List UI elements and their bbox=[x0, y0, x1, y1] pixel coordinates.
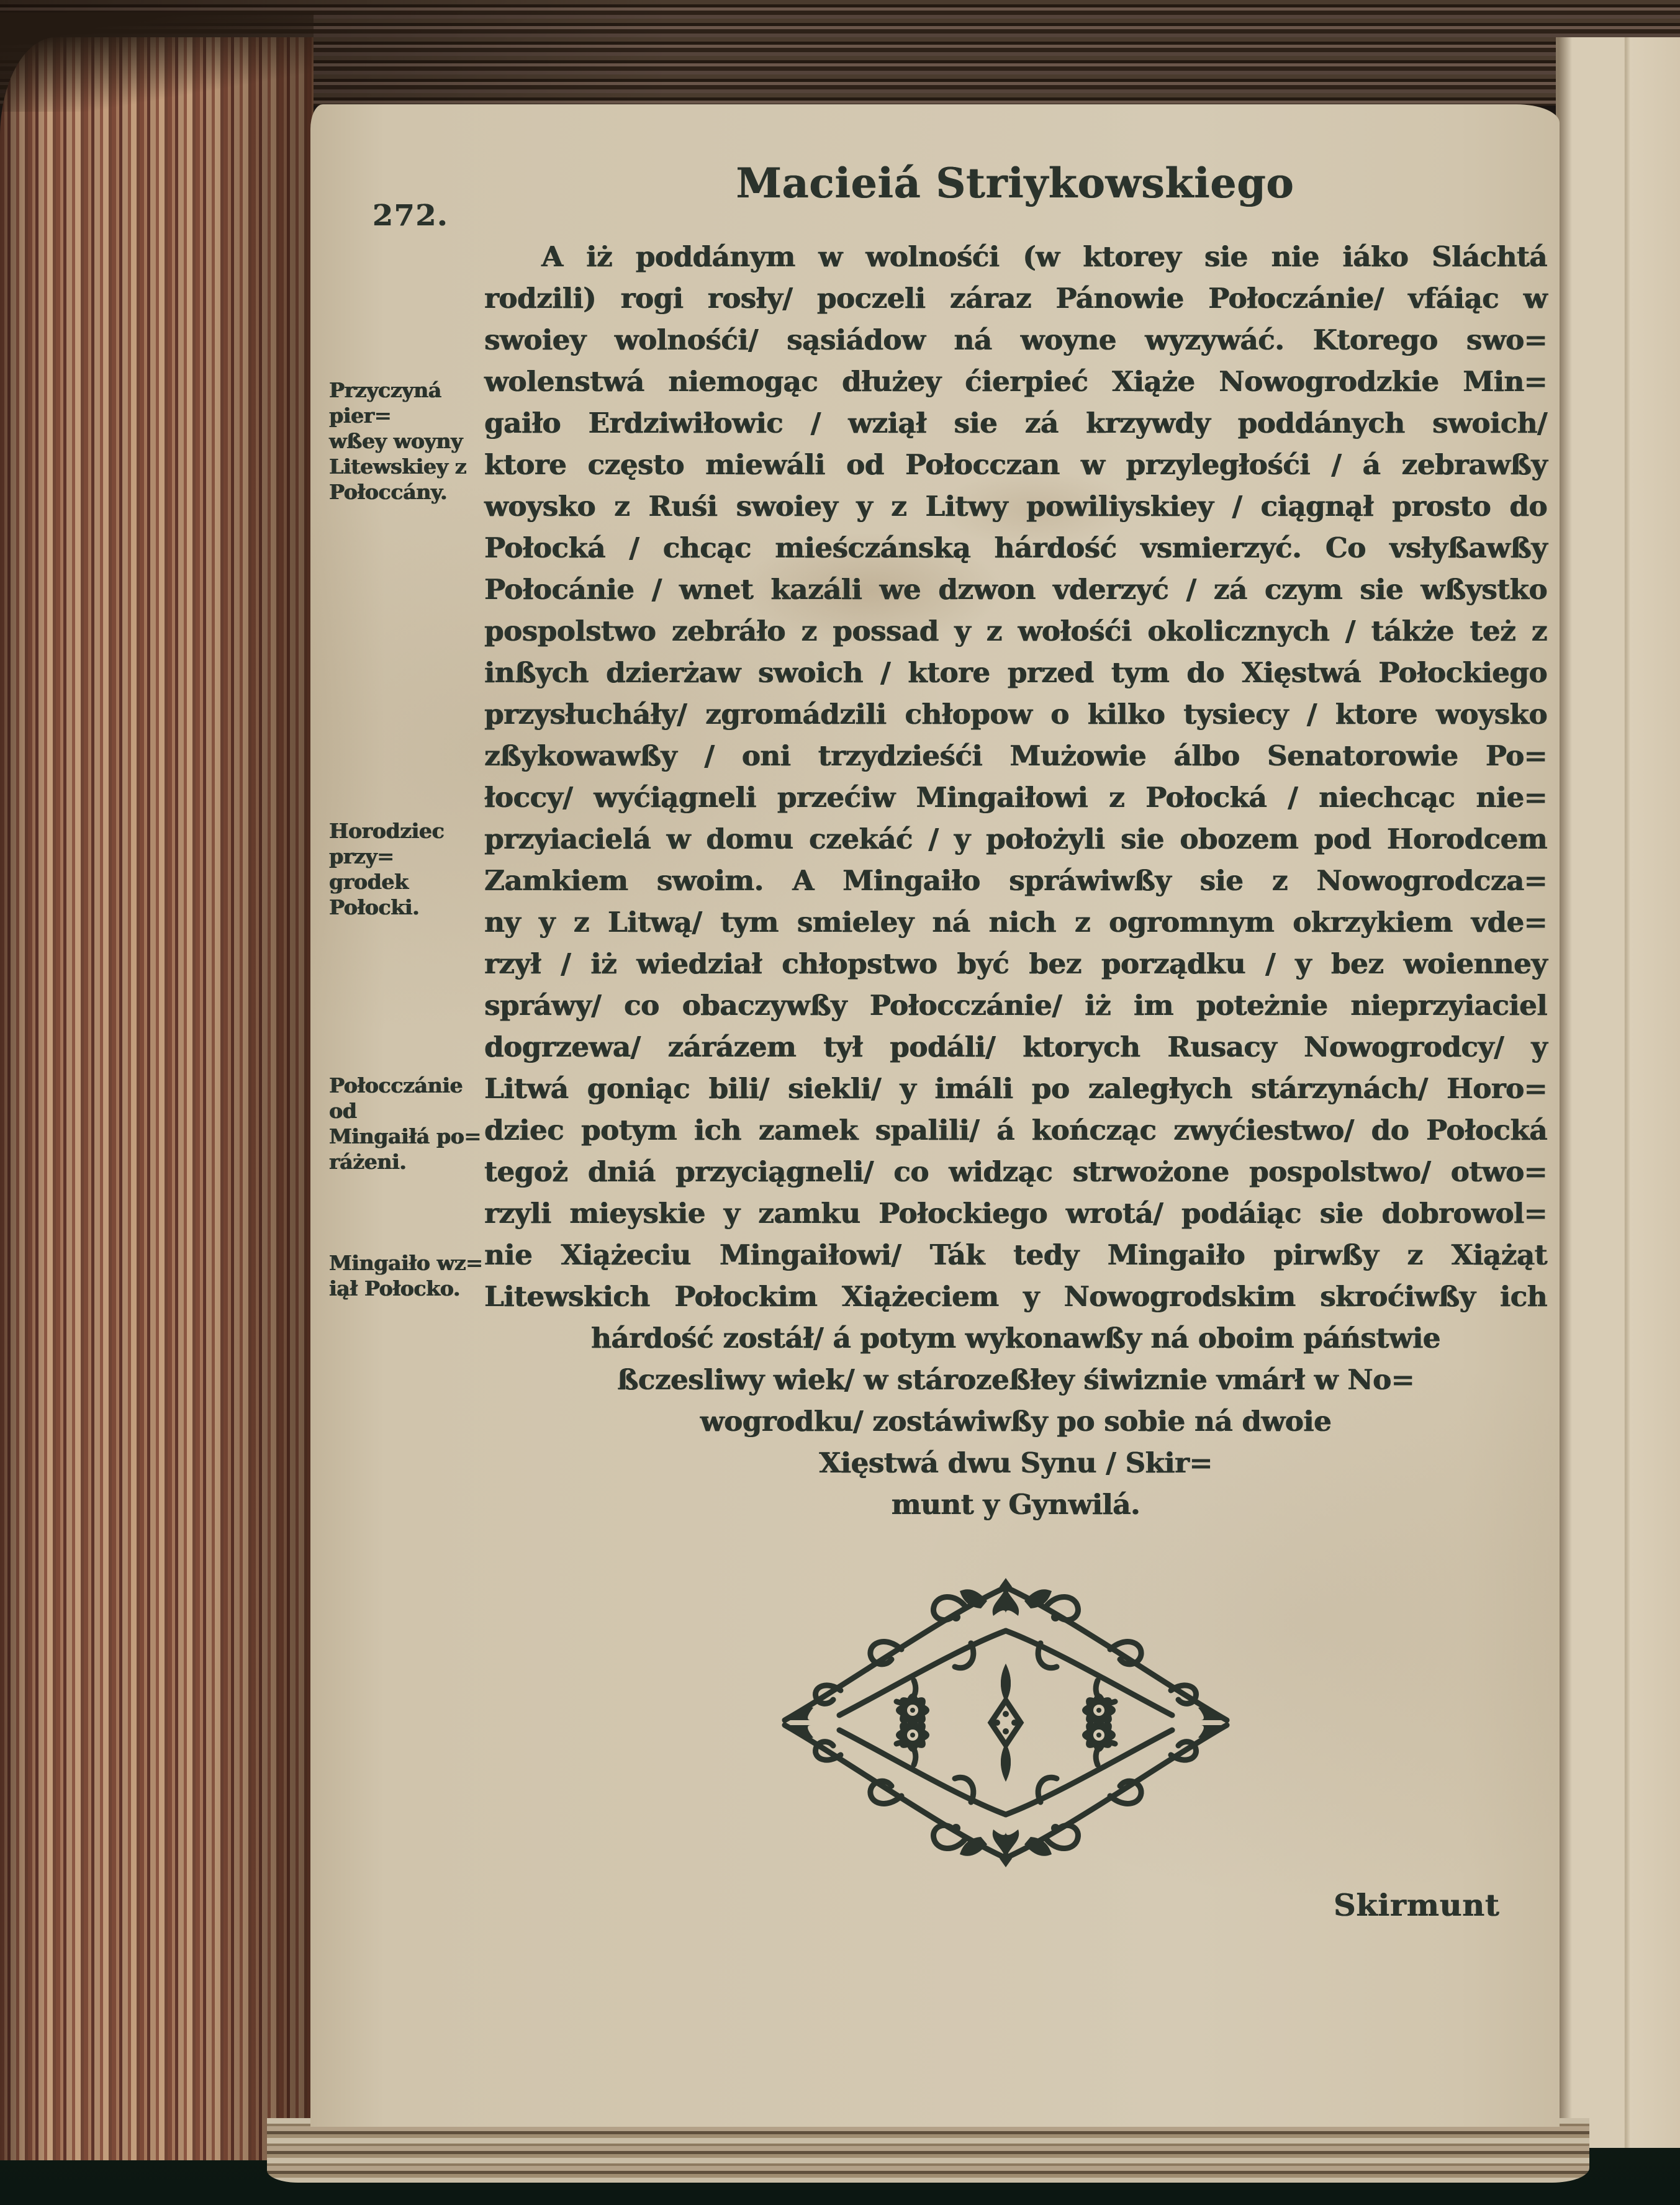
margin-note-line: Mingaiło wz= bbox=[329, 1251, 483, 1275]
body-line: Zamkiem swoim. A Mingaiło spráwiwßy sie z Nowogrodcza= bbox=[484, 864, 1547, 897]
printers-ornament-icon bbox=[770, 1577, 1242, 1869]
margin-note-line: Litewskiey z bbox=[329, 454, 467, 479]
body-line: Litwá goniąc bili/ siekli/ y imáli po zaległych stárzynách/ Horo= bbox=[484, 1072, 1547, 1105]
margin-note-line: Połocczánie od bbox=[329, 1073, 463, 1123]
body-line: swoiey wolnośći/ sąsiádow ná woyne wyzywáć. Ktorego swo= bbox=[484, 323, 1547, 356]
body-line: wolenstwá niemogąc dłużey ćierpieć Xiąże Nowogrodzkie Min= bbox=[484, 365, 1547, 398]
body-line: gaiło Erdziwiłowic / wziął sie zá krzywdy poddánych swoich/ bbox=[484, 407, 1547, 440]
page-number: 272. bbox=[373, 199, 449, 233]
body-line: Xięstwá dwu Synu / Skir= bbox=[819, 1446, 1213, 1479]
body-line: inßych dzierżaw swoich / ktore przed tym do Xięstwá Połockiego bbox=[484, 656, 1547, 689]
body-line: spráwy/ co obaczywßy Połocczánie/ iż im poteżnie nieprzyiaciel bbox=[484, 989, 1547, 1022]
margin-note-line: Horodziec przy= bbox=[329, 819, 445, 868]
book-bottom-edge bbox=[267, 2118, 1589, 2183]
body-line: dziec potym ich zamek spalili/ á kończąc zwyćiestwo/ do Połocká bbox=[484, 1114, 1547, 1147]
body-line: przyiacielá w domu czekáć / y położyli sie obozem pod Horodcem bbox=[484, 823, 1547, 855]
body-line: ny y z Litwą/ tym smieley ná nich z ogromnym okrzykiem vde= bbox=[484, 906, 1547, 939]
margin-note-line: grodek Połocki. bbox=[329, 870, 420, 919]
body-line: rodzili) rogi rosły/ poczeli záraz Pánowie Połoczánie/ vfáiąc w bbox=[484, 282, 1547, 315]
body-text bbox=[484, 236, 1547, 1525]
catchword: Skirmunt bbox=[1334, 1887, 1500, 1923]
margin-note-line: Mingaiłá po= bbox=[329, 1124, 481, 1148]
body-line: munt y Gynwilá. bbox=[891, 1488, 1140, 1521]
margin-note-line: ráżeni. bbox=[329, 1150, 407, 1174]
body-line: wogrodku/ zostáwiwßy po sobie ná dwoie bbox=[700, 1405, 1332, 1438]
margin-note-line: Połoccány. bbox=[329, 480, 448, 504]
margin-note-line: wßey woyny bbox=[329, 429, 463, 453]
body-line: A iż poddánym w wolnośći (w ktorey sie nie iáko Sláchtá bbox=[541, 240, 1547, 273]
running-title: Macieiá Striykowskiego bbox=[736, 159, 1294, 207]
body-line: Połocká / chcąc mieśczánską hárdość vsmierzyć. Co vsłyßawßy bbox=[484, 531, 1547, 564]
body-line: woysko z Ruśi swoiey y z Litwy powiliyskiey / ciągnął prosto do bbox=[484, 490, 1547, 523]
body-line: ktore często miewáli od Połocczan w przyległośći / á zebrawßy bbox=[484, 448, 1547, 481]
body-line: zßykowawßy / oni trzydzieśći Mużowie álbo Senatorowie Po= bbox=[484, 739, 1547, 772]
body-line: tegoż dniá przyciągneli/ co widząc strwożone pospolstwo/ otwo= bbox=[484, 1155, 1547, 1188]
book-fore-edge-pages bbox=[0, 37, 314, 2160]
body-line: przysłucháły/ zgromádzili chłopow o kilko tysiecy / ktore woysko bbox=[484, 698, 1547, 731]
adjacent-page-edge bbox=[1556, 37, 1680, 2148]
margin-note bbox=[329, 1073, 488, 1175]
margin-note bbox=[329, 1250, 488, 1301]
body-line: łoccy/ wyćiągneli przećiw Mingaiłowi z Połocká / niechcąc nie= bbox=[484, 781, 1547, 814]
body-line: pospolstwo zebráło z possad y z wołośći okolicznych / tákże też z bbox=[484, 615, 1547, 647]
body-line: dogrzewa/ zárázem tył podáli/ ktorych Rusacy Nowogrodcy/ y bbox=[484, 1030, 1547, 1063]
page bbox=[310, 104, 1560, 2127]
margin-note bbox=[329, 818, 488, 920]
body-line: Litewskich Połockim Xiążeciem y Nowogrodskim skroćiwßy ich bbox=[484, 1280, 1547, 1313]
margin-note bbox=[329, 377, 488, 505]
body-line: Połocánie / wnet kazáli we dzwon vderzyć / zá czym sie wßystko bbox=[484, 573, 1547, 606]
margin-note-line: Przyczyná pier= bbox=[329, 378, 441, 428]
body-line: nie Xiążeciu Mingaiłowi/ Ták tedy Mingaiło pirwßy z Xiążąt bbox=[484, 1238, 1547, 1271]
body-line: rzyli mieyskie y zamku Połockiego wrotá/ podáiąc sie dobrowol= bbox=[484, 1197, 1547, 1230]
body-line: rzył / iż wiedział chłopstwo być bez porządku / y bez woienney bbox=[484, 947, 1547, 980]
body-line: ßczesliwy wiek/ w stározeßłey śiwiznie vmárł w No= bbox=[617, 1363, 1414, 1396]
body-line: hárdość zostáł/ á potym wykonawßy ná oboim páństwie bbox=[591, 1322, 1440, 1355]
margin-note-line: iął Połocko. bbox=[329, 1276, 461, 1301]
